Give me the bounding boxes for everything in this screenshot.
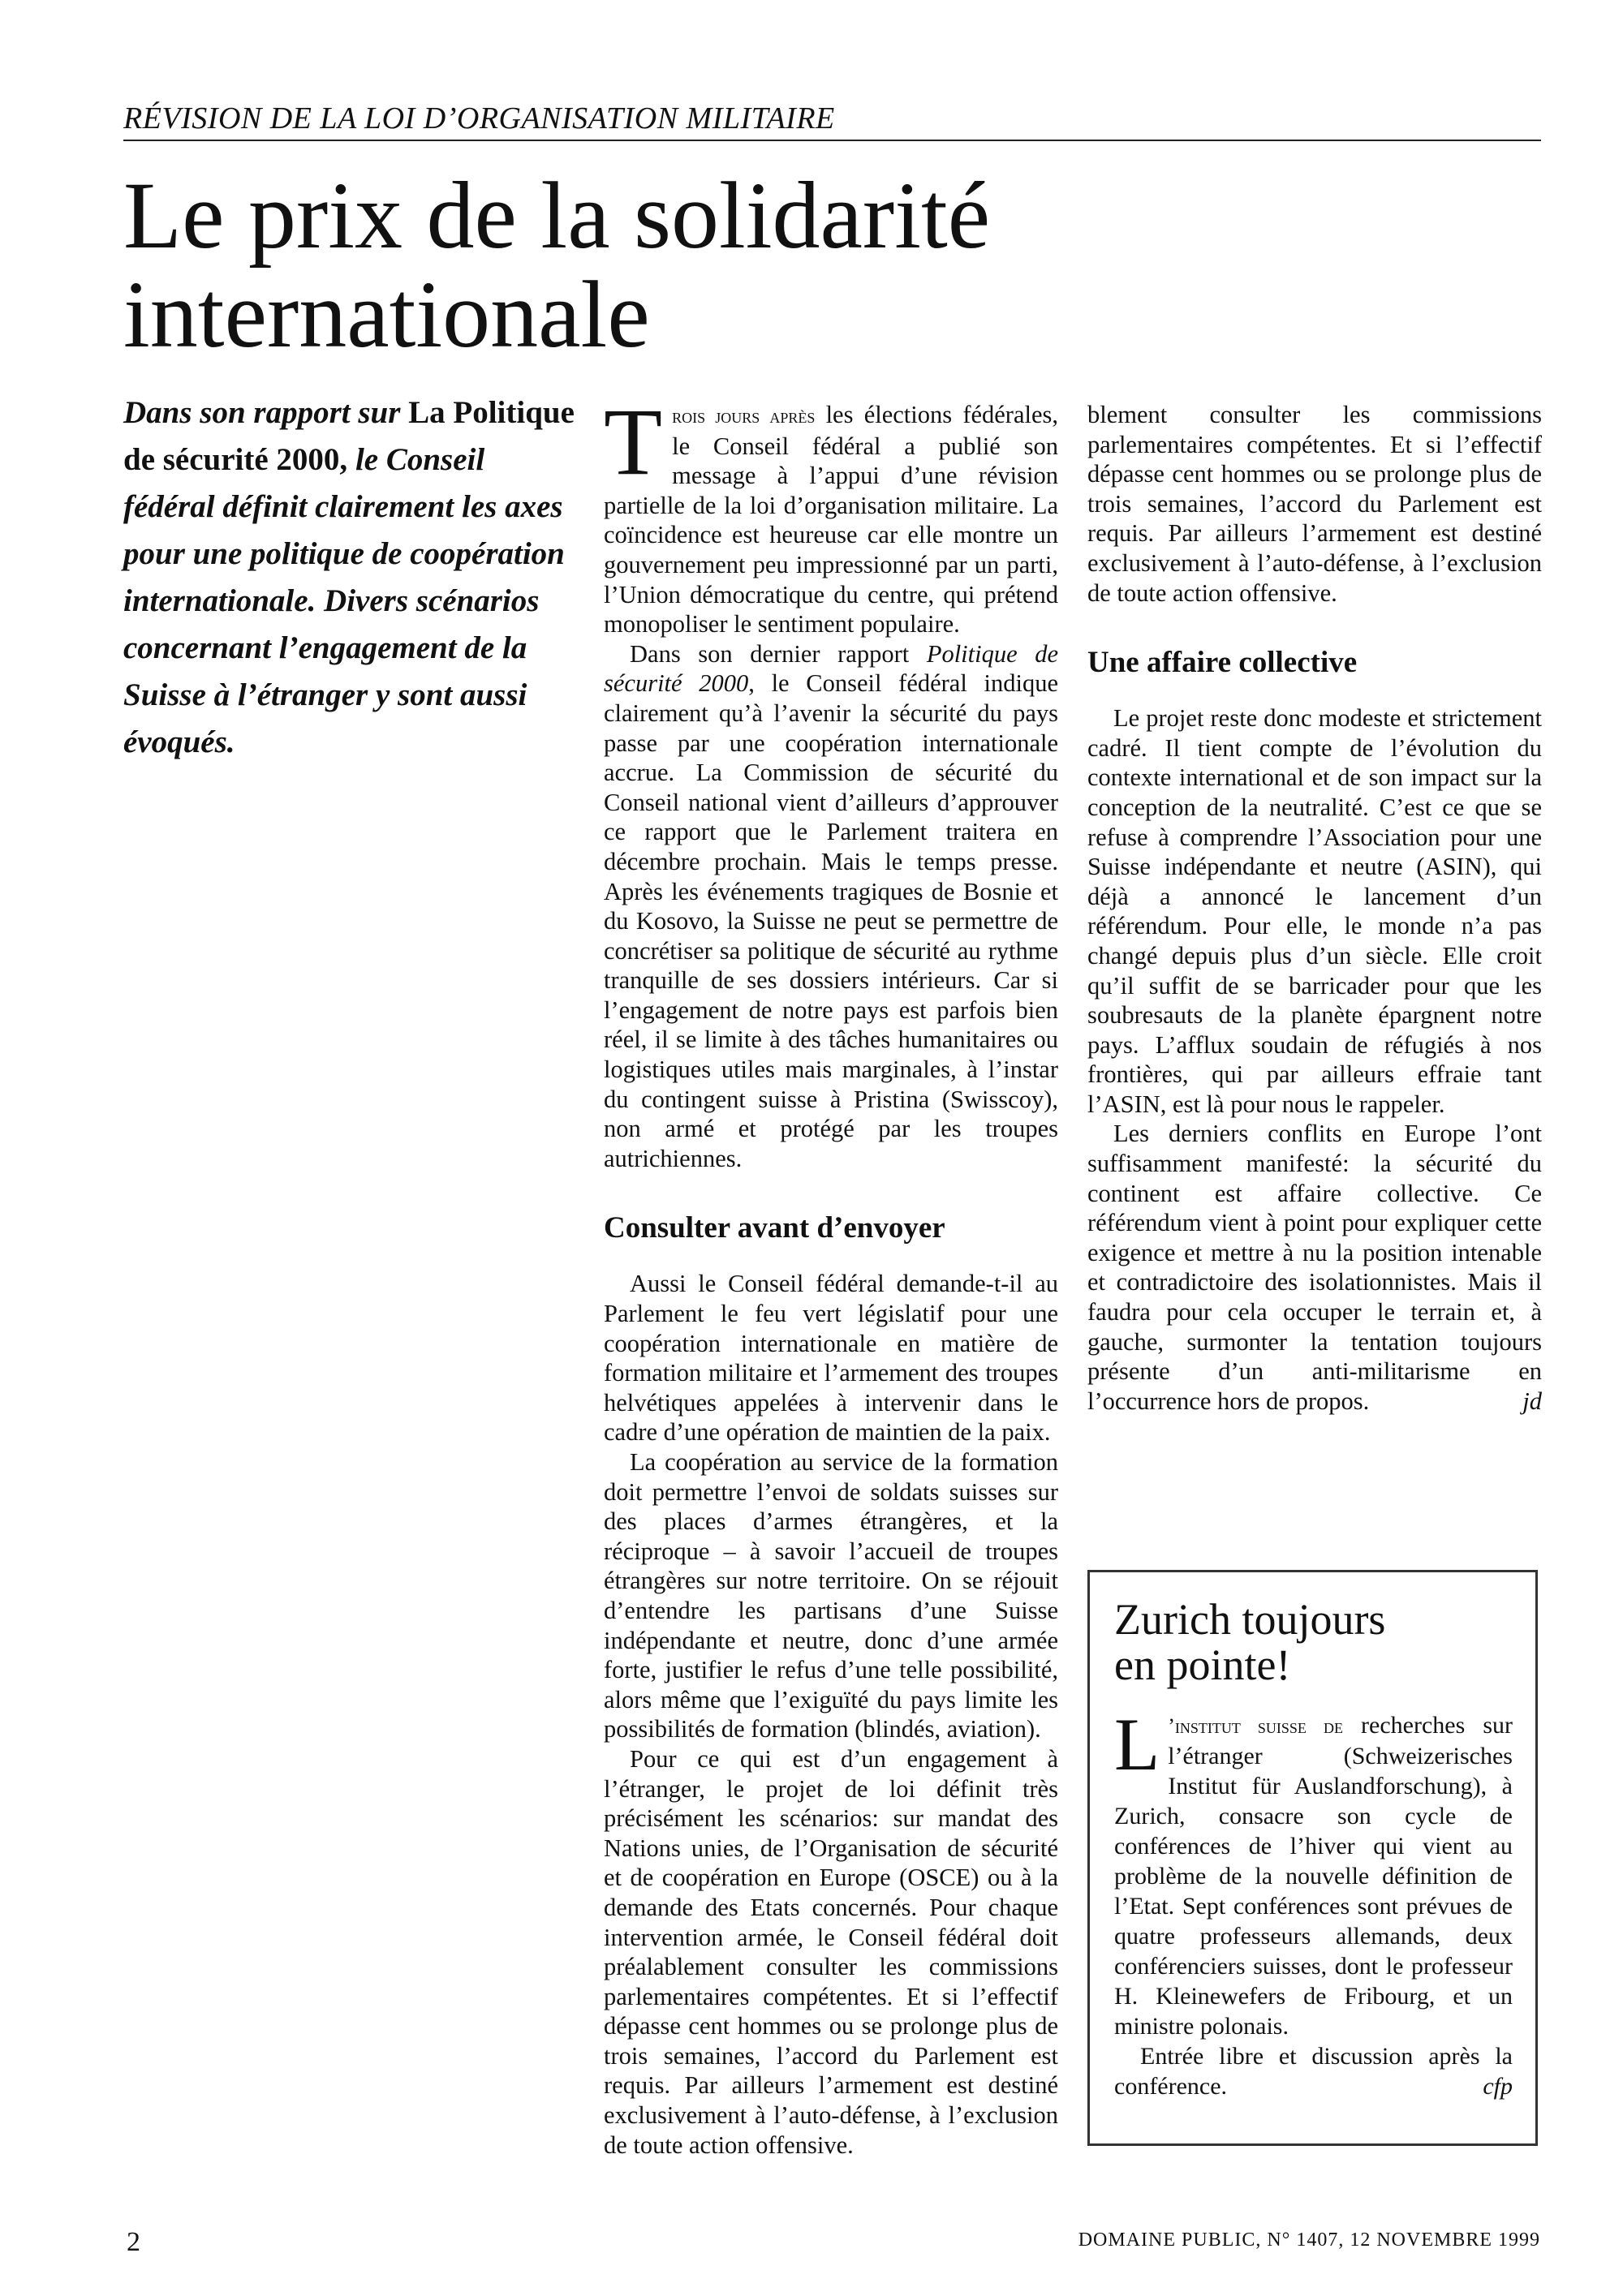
box-signature: cfp (1483, 2073, 1513, 2100)
article-column-1 (604, 389, 1058, 2159)
article-paragraph-3: Aussi le Conseil fédéral demande-t-il au Parlement le feu vert législatif pour une coopération internationale en matière de formation militaire et l’armement des troupes helvétiques appelées à intervenir dans le cadre d’une opération de maintien de la paix. (604, 1270, 1058, 1447)
paragraph-text: Entrée libre et discussion après la conférence. (1114, 2043, 1513, 2100)
box-title-line-2: en pointe! (1114, 1640, 1291, 1689)
article-paragraph-4: La coopération au service de la formation doit permettre l’envoi de soldats suisses sur des places d’armes étrangères, et la réciproque – à savoir l’accueil de troupes étrangères sur notre territoire. On se réjouit d’entendre les partisans d’une Suisse indépendante et neutre, donc d’une armée forte, justifier le refus d’une telle possibilité, alors même que l’exiguïté du pays limite les possibilités de formation (blindés, aviation). (604, 1448, 1058, 1743)
headline (123, 162, 1503, 368)
lede-report-title: La Politique de sécurité 2000, (123, 395, 575, 477)
article-paragraph-5-continued: blement consulter les commissions parlementaires compétentes. Et si l’effectif dépasse cent hommes ou se prolonge plus de trois semaines, l’accord du Parlement est requis. Par ailleurs l’armement est destiné exclusivement à l’auto-défense, à l’exclusion de toute action offensive. (1087, 401, 1542, 607)
section-kicker: RÉVISION DE LA LOI D’ORGANISATION MILITAIRE (123, 101, 1541, 141)
article-paragraph-6: Le projet reste donc modeste et strictement cadré. Il tient compte de l’évolution du contexte international et de son impact sur la conception de la neutralité. C’est ce que se refuse à comprendre l’Association pour une Suisse indépendante et neutre (ASIN), qui déjà a annoncé le lancement d’un référendum. Pour elle, le monde n’a pas changé depuis plus d’un siècle. Elle croit qu’il suffit de se barricader pour que les soubresauts de la planète épargnent notre pays. L’afflux soudain de réfugiés à nos frontières, qui par ailleurs effraie tant l’ASIN, est là pour nous le rappeler. (1087, 704, 1542, 1118)
paragraph-text: les élections fédérales, le Conseil fédéral a publié son message à l’appui d’une révision partielle de la loi d’organisation militaire. La coïncidence est heureuse car elle montre un gouvernement peu impressionné par un parti, l’Union démocratique du centre, qui prétend monopoliser le sentiment populaire. (604, 401, 1058, 638)
article-paragraph-2 (604, 639, 1058, 1174)
article-paragraph-1 (604, 389, 1058, 639)
report-title: Politique de sécurité 2000 (604, 639, 1058, 698)
headline-line-1: Le prix de la solidarité (123, 162, 991, 269)
subhead-affaire-collective: Une affaire collective (1087, 646, 1358, 680)
lead-smallcaps: rois jours après (672, 404, 816, 428)
author-signature: jd (1522, 1387, 1542, 1415)
paragraph-text: recherches sur l’étranger (Schweizerisches Institut für Auslandforschung), à Zurich, consacre son cycle de conférences de l’hiver qui vient au problème de la nouvelle définition de l’Etat. Sept conférences sont prévues de quatre professeurs allemands, deux conférenciers suisses, dont le professeur H. Kleinewefers de Fribourg, et un ministre polonais. (1114, 1712, 1513, 2040)
page-number: 2 (127, 2227, 140, 2257)
box-title (1114, 1597, 1513, 1688)
box-body (1114, 1703, 1513, 2101)
paragraph-text: Dans son dernier rapport (630, 639, 927, 668)
dropcap: T (604, 389, 663, 495)
paragraph-text: , le Conseil fédéral indique clairement qu’à l’avenir la sécurité du pays passe par une coopération internationale accrue. La Commission de sécurité du Conseil national vient d’ailleurs d’approuver ce rapport que le Parlement traitera en décembre prochain. Mais le temps presse. Après les événements tragiques de Bosnie et du Kosovo, la Suisse ne peut se permettre de concrétiser sa politique de sécurité au rythme tranquille de ses dossiers intérieurs. Car si l’engagement de notre pays est parfois bien réel, il se limite à des tâches humanitaires ou logistiques utiles mais marginales, à l’instar du contingent suisse à Pristina (Swisscoy), non armé et protégé par les troupes autrichiennes. (604, 669, 1058, 1172)
box-paragraph-1 (1114, 1703, 1513, 2041)
article-paragraph-7 (1087, 1119, 1542, 1416)
box-lead-smallcaps: ’institut suisse de (1168, 1714, 1343, 1738)
lede-part-2: le Conseil fédéral définit clairement les axes pour une politique de coopération internationale. Divers scénarios concernant l’engagement de la Suisse à l’étranger y sont aussi évoqués. (123, 442, 565, 759)
lede-part-1: Dans son rapport sur (123, 395, 409, 430)
paragraph-text: Les derniers conflits en Europe l’ont suffisamment manifesté: la sécurité du continent est affaire collective. Ce référendum vient à point pour expliquer cette exigence et mettre à nu la position intenable et contradictoire des isolationnistes. Mais il faudra pour cela occuper le terrain et, à gauche, surmonter la tentation toujours présente d’un anti-militarisme en l’occurrence hors de propos. (1087, 1120, 1542, 1415)
article-column-2 (1087, 400, 1542, 1416)
box-title-line-1: Zurich toujours (1114, 1595, 1386, 1644)
sidebar-box (1087, 1570, 1538, 2146)
publication-line: DOMAINE PUBLIC, N° 1407, 12 NOVEMBRE 1999 (1078, 2229, 1540, 2251)
lede (123, 389, 578, 766)
subhead-consulter: Consulter avant d’envoyer (604, 1211, 945, 1245)
headline-line-2: internationale (123, 261, 650, 368)
box-dropcap: L (1114, 1703, 1160, 1786)
box-paragraph-2 (1114, 2041, 1513, 2101)
article-paragraph-5: Pour ce qui est d’un engagement à l’étranger, le projet de loi définit très précisément les scénarios: sur mandat des Nations unies, de l’Organisation de sécurité et de coopération en Europe (OSCE) ou à la demande des Etats concernés. Pour chaque intervention armée, le Conseil fédéral doit préalablement consulter les commissions parlementaires compétentes. Et si l’effectif dépasse cent hommes ou se prolonge plus de trois semaines, l’accord du Parlement est requis. Par ailleurs l’armement est destiné exclusivement à l’auto-défense, à l’exclusion de toute action offensive. (604, 1744, 1058, 2159)
